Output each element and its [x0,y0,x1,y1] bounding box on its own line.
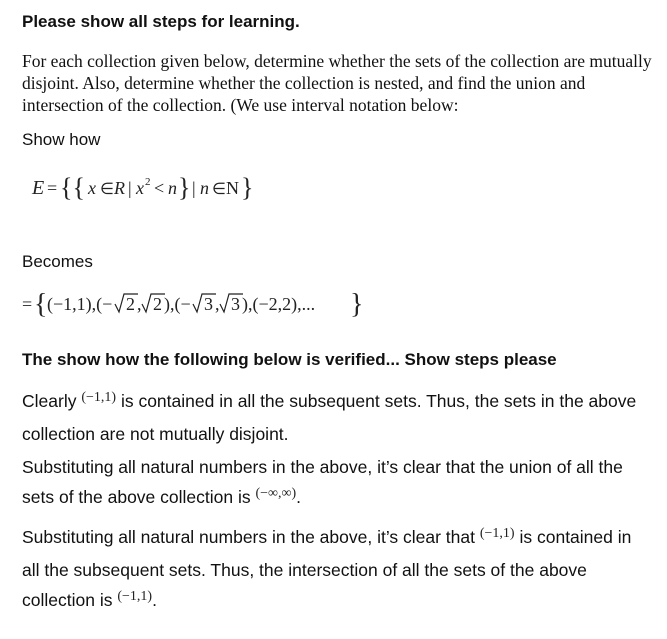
intro-paragraph: For each collection given below, determine whether the sets of the collection are mutually disjoint. Also, determine whether the collection is nested, and find the union and intersection of the collection. (We use interval notation below: [22,51,652,115]
verify-heading: The show how the following below is verified... Show steps please [22,350,557,369]
svg-text:<: < [154,178,165,198]
set-definition-formula [30,168,290,213]
becomes-formula-svg [20,282,380,326]
p3-middle: is contained in all the subsequent sets. Thus, the intersection of all the sets of the above collection is [22,527,632,610]
svg-text:∈: ∈ [212,181,226,198]
svg-text:N: N [226,178,239,198]
p2-after: . [296,487,302,507]
svg-text:n: n [168,178,177,198]
svg-text:x: x [88,178,96,198]
paragraph-intersection [22,522,652,618]
svg-text:,: , [137,294,142,314]
p1-interval: (−1,1) [81,390,117,405]
svg-text:(−1,1),(−: (−1,1),(− [47,294,113,314]
show-how-label: Show how [22,130,101,149]
p1-after: is contained in all the subsequent sets. Thus, the sets in the above collection are not mutually disjoint. [22,391,637,444]
svg-text:R: R [114,178,125,198]
svg-text:{: { [34,289,48,320]
p2-before: Substituting all natural numbers in the above, it’s clear that the union of all the sets of the above collection is [22,457,623,507]
p2-interval: (−∞,∞) [255,486,297,501]
svg-text:}: } [350,289,364,320]
paragraph-union [22,452,657,515]
becomes-formula [20,282,380,331]
svg-text:=: = [22,294,33,314]
svg-text:),(−: ),(− [164,294,191,314]
svg-text:}: } [178,173,191,202]
p3-interval-2: (−1,1) [117,589,153,604]
svg-text:2: 2 [153,294,162,314]
svg-text:|: | [192,178,196,198]
svg-text:=: = [47,178,58,198]
p3-before: Substituting all natural numbers in the above, it’s clear that [22,527,475,547]
paragraph-disjoint [22,386,652,449]
p3-after: . [152,590,157,610]
svg-text:2: 2 [126,294,135,314]
page-heading: Please show all steps for learning. [22,12,300,31]
svg-text:3: 3 [204,294,213,314]
p1-before: Clearly [22,391,77,411]
svg-text:{{: {{ [60,173,85,202]
svg-text:}: } [241,173,254,202]
svg-text:3: 3 [231,294,240,314]
svg-text:),(−2,2),...: ),(−2,2),... [242,294,316,314]
svg-text:E: E [32,177,45,199]
svg-text:∈: ∈ [100,181,114,198]
becomes-label: Becomes [22,252,93,271]
svg-text:n: n [200,178,209,198]
svg-text:,: , [215,294,220,314]
set-definition-svg [30,168,290,208]
svg-text:x: x [136,178,144,198]
svg-text:|: | [128,178,132,198]
p3-interval-1: (−1,1) [479,526,515,541]
svg-text:2: 2 [145,176,151,188]
